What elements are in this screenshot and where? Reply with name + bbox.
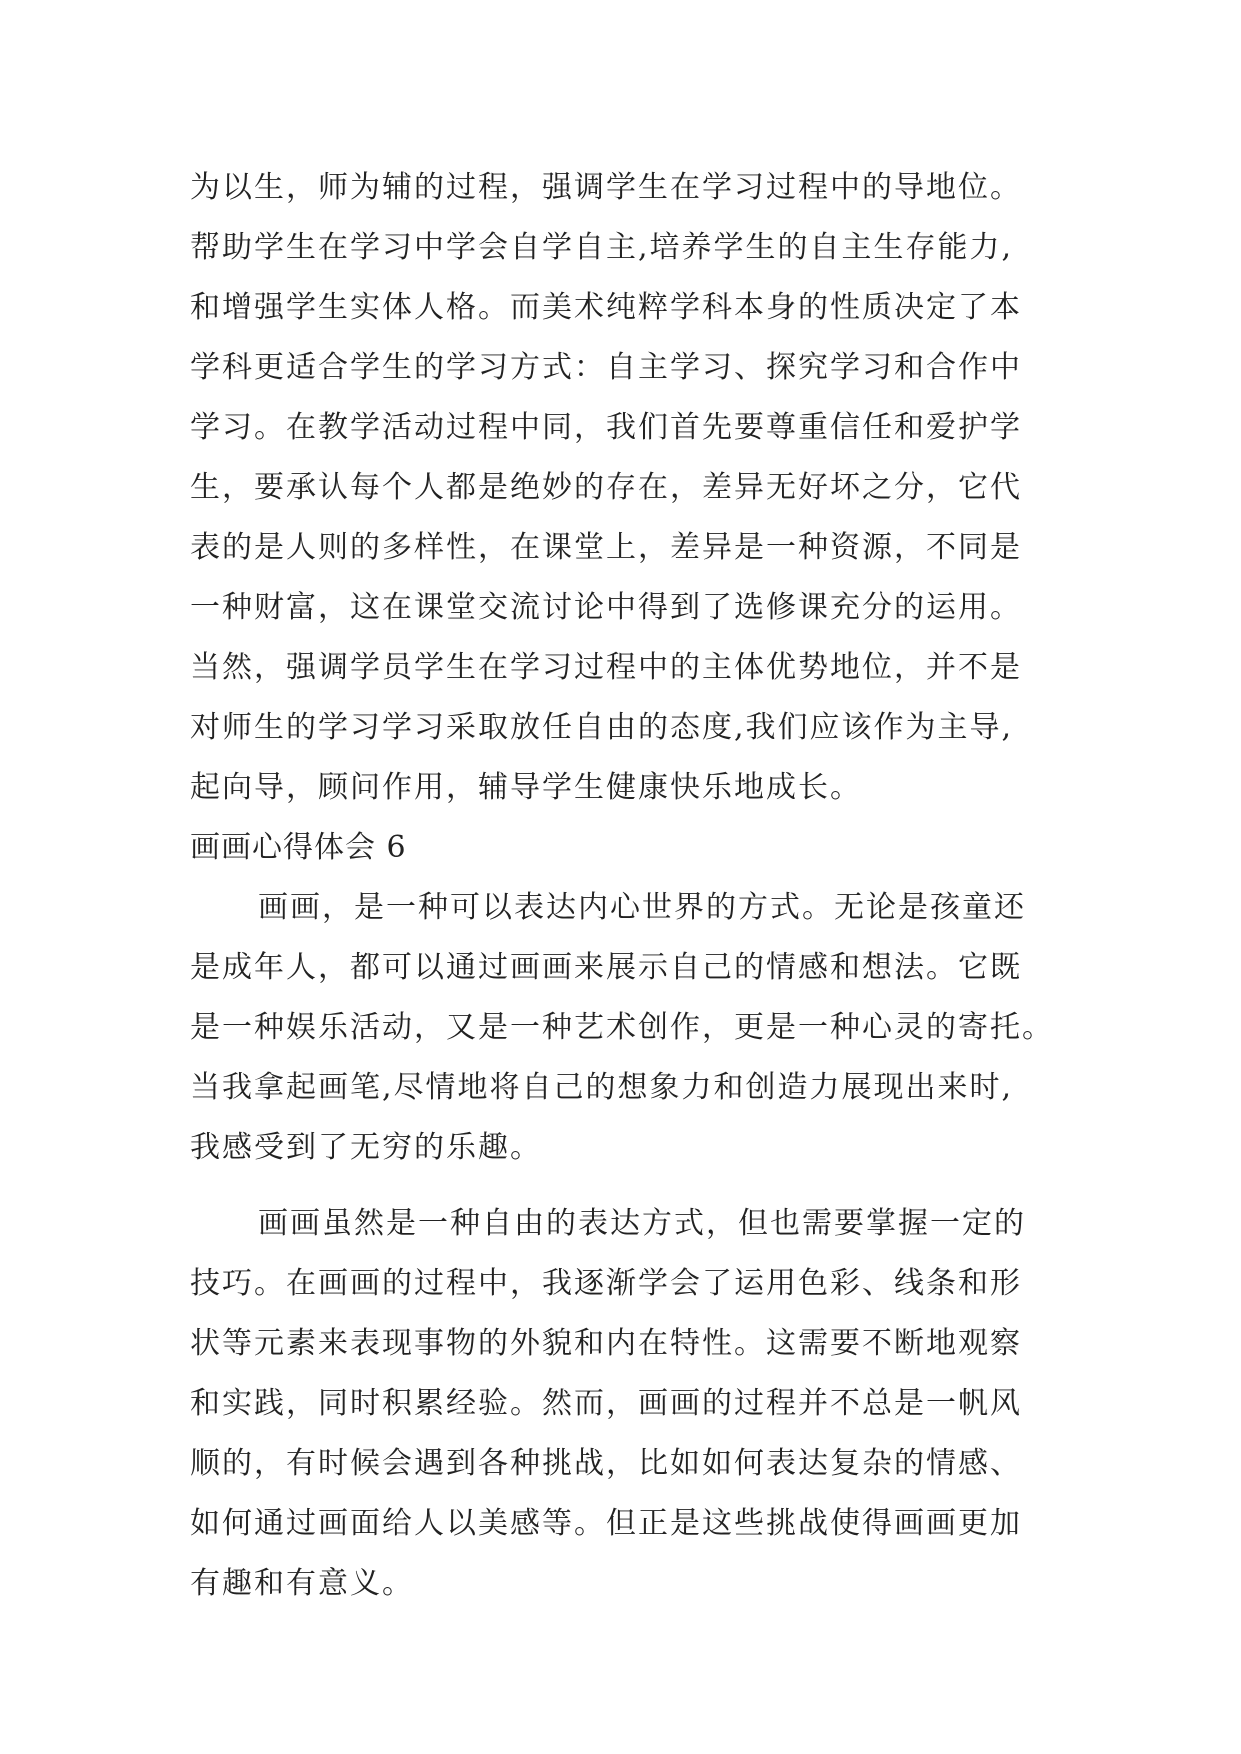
paragraph-2 — [190, 1194, 1090, 1614]
text-line: 顺的，有时候会遇到各种挑战，比如如何表达复杂的情感、 — [190, 1446, 1022, 1481]
text-line: 和实践，同时积累经验。然而，画画的过程并不总是一帆风 — [190, 1386, 1022, 1421]
paragraph-gap — [190, 1178, 1090, 1194]
text-line: 画画虽然是一种自由的表达方式，但也需要掌握一定的 — [258, 1206, 1026, 1241]
text-line: 学习。在教学活动过程中同，我们首先要尊重信任和爱护学 — [190, 410, 1022, 445]
text-line: 为以生，师为辅的过程，强调学生在学习过程中的导地位。 — [190, 170, 1022, 205]
text-line: 状等元素来表现事物的外貌和内在特性。这需要不断地观察 — [190, 1326, 1022, 1361]
paragraph-1 — [190, 878, 1090, 1178]
text-line: 有趣和有意义。 — [190, 1566, 414, 1601]
text-line: 画画，是一种可以表达内心世界的方式。无论是孩童还 — [258, 890, 1026, 925]
text-line: 帮助学生在学习中学会自学自主,培养学生的自主生存能力, — [190, 230, 1014, 265]
text-line: 当然，强调学员学生在学习过程中的主体优势地位，并不是 — [190, 650, 1022, 685]
text-line: 对师生的学习学习采取放任自由的态度,我们应该作为主导, — [190, 710, 1014, 745]
text-line: 是成年人，都可以通过画画来展示自己的情感和想法。它既 — [190, 950, 1022, 985]
text-line: 是一种娱乐活动，又是一种艺术创作，更是一种心灵的寄托。 — [190, 1010, 1054, 1045]
text-line: 生，要承认每个人都是绝妙的存在，差异无好坏之分，它代 — [190, 470, 1022, 505]
text-line: 我感受到了无穷的乐趣。 — [190, 1130, 542, 1165]
text-line: 起向导，顾问作用，辅导学生健康快乐地成长。 — [190, 770, 862, 805]
text-line: 一种财富，这在课堂交流讨论中得到了选修课充分的运用。 — [190, 590, 1022, 625]
section-title: 画画心得体会 6 — [190, 830, 407, 865]
continuation-paragraph — [190, 158, 1090, 818]
text-line: 如何通过画面给人以美感等。但正是这些挑战使得画画更加 — [190, 1506, 1022, 1541]
document-body — [190, 158, 1090, 1614]
text-line: 表的是人则的多样性，在课堂上，差异是一种资源，不同是 — [190, 530, 1022, 565]
text-line: 当我拿起画笔,尽情地将自己的想象力和创造力展现出来时, — [190, 1070, 1014, 1105]
text-line: 学科更适合学生的学习方式：自主学习、探究学习和合作中 — [190, 350, 1022, 385]
text-line: 和增强学生实体人格。而美术纯粹学科本身的性质决定了本 — [190, 290, 1022, 325]
text-line: 技巧。在画画的过程中，我逐渐学会了运用色彩、线条和形 — [190, 1266, 1022, 1301]
